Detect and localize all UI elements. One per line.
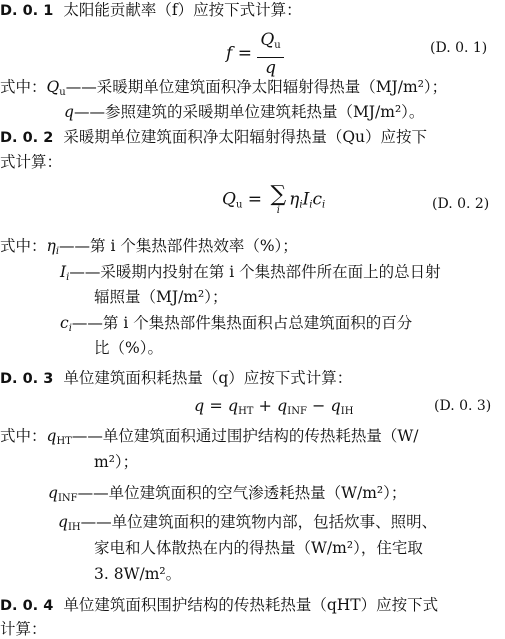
clause-d04-heading — [0, 595, 438, 616]
equation-number: (D. 0. 1) — [430, 40, 488, 56]
clause-number: D. 0. 3 — [0, 371, 54, 387]
summation — [270, 184, 286, 216]
clause-number: D. 0. 2 — [0, 130, 54, 146]
definition-text: ——单位建筑面积通过围护结构的传热耗热量（W/ — [71, 427, 419, 445]
equation-number: (D. 0. 3) — [434, 398, 492, 414]
equation-d03: $q = q_{HT} + q_{INF} - q_{IH}$ — [194, 396, 354, 417]
definition-text: ——单位建筑面积的建筑物内部，包括炊事、照明、 — [80, 513, 438, 531]
definition-text-cont: m²）； — [94, 453, 139, 471]
definition-text: ——单位建筑面积的空气渗透耗热量（W/m²）； — [77, 484, 407, 502]
sigma-symbol: ∑ — [270, 182, 287, 207]
definition-line: $c_i——$第 i 个集热部件集热面积占总建筑面积的百分 — [60, 314, 413, 334]
definition-line: 式中：$q_{HT}——$单位建筑面积通过围护结构的传热耗热量（W/ — [0, 427, 419, 447]
definition-line: $q_{INF}——$单位建筑面积的空气渗透耗热量（W/m²）； — [48, 484, 407, 504]
definition-text-cont: 比（%）。 — [94, 339, 163, 357]
clause-d03-heading — [0, 368, 352, 389]
definition-line: 式中：$\eta_i——$第 i 个集热部件热效率（%）； — [0, 237, 298, 257]
definition-line: $I_i——$采暖期内投射在第 i 个集热部件所在面上的总日射 — [60, 263, 441, 283]
equation-d01: f = $\frac{Q_u}{q}$ — [226, 30, 284, 78]
clause-text: 单位建筑面积耗热量（q）应按下式计算： — [63, 369, 353, 387]
clause-d02-heading — [0, 127, 427, 148]
definition-text-cont: 辐照量（MJ/m²）； — [94, 288, 228, 306]
definition-text: ——参照建筑的采暖期单位建筑耗热量（MJ/m²）。 — [73, 103, 425, 121]
fraction-numerator: $Q_u$ — [257, 30, 283, 58]
definition-text: ——采暖期单位建筑面积净太阳辐射得热量（MJ/m²）； — [65, 78, 448, 96]
definition-line: q——参照建筑的采暖期单位建筑耗热量（MJ/m²）。 — [64, 103, 425, 121]
definition-text: ——第 i 个集热部件集热面积占总建筑面积的百分 — [71, 314, 413, 332]
equation-d02: $Q_u$ = ∑ i $\eta_iI_ic_i$ — [222, 182, 326, 216]
clause-number: D. 0. 1 — [0, 3, 54, 19]
clause-text-cont: 式计算： — [0, 153, 63, 171]
clause-d01-heading — [0, 0, 302, 21]
equation-number: (D. 0. 2) — [432, 196, 490, 212]
clause-text: 单位建筑面积围护结构的传热耗热量（qHT）应按下式 — [63, 596, 439, 614]
where-prefix: 式中： — [0, 427, 47, 445]
definition-text: ——第 i 个集热部件热效率（%）； — [59, 237, 298, 255]
where-prefix: 式中： — [0, 237, 47, 255]
clause-text-cont: 计算： — [0, 620, 47, 638]
definition-line: 式中：$Q_u——$采暖期单位建筑面积净太阳辐射得热量（MJ/m²）； — [0, 78, 448, 98]
definition-text: ——采暖期内投射在第 i 个集热部件所在面上的总日射 — [69, 263, 441, 281]
eq-lhs: f — [226, 43, 233, 64]
where-prefix: 式中： — [0, 78, 47, 96]
clause-text: 采暖期单位建筑面积净太阳辐射得热量（Qu）应按下 — [63, 128, 428, 146]
definition-text-cont: 3. 8W/m²。 — [94, 565, 182, 583]
fraction — [257, 30, 283, 78]
fraction-denominator: q — [265, 58, 276, 78]
definition-text-cont: 家电和人体散热在内的得热量（W/m²），住宅取 — [94, 539, 423, 557]
clause-text: 太阳能贡献率（f）应按下式计算： — [63, 1, 302, 19]
clause-number: D. 0. 4 — [0, 598, 54, 614]
summation-index: i — [276, 205, 280, 216]
definition-line: $q_{IH}——$单位建筑面积的建筑物内部，包括炊事、照明、 — [58, 513, 438, 533]
